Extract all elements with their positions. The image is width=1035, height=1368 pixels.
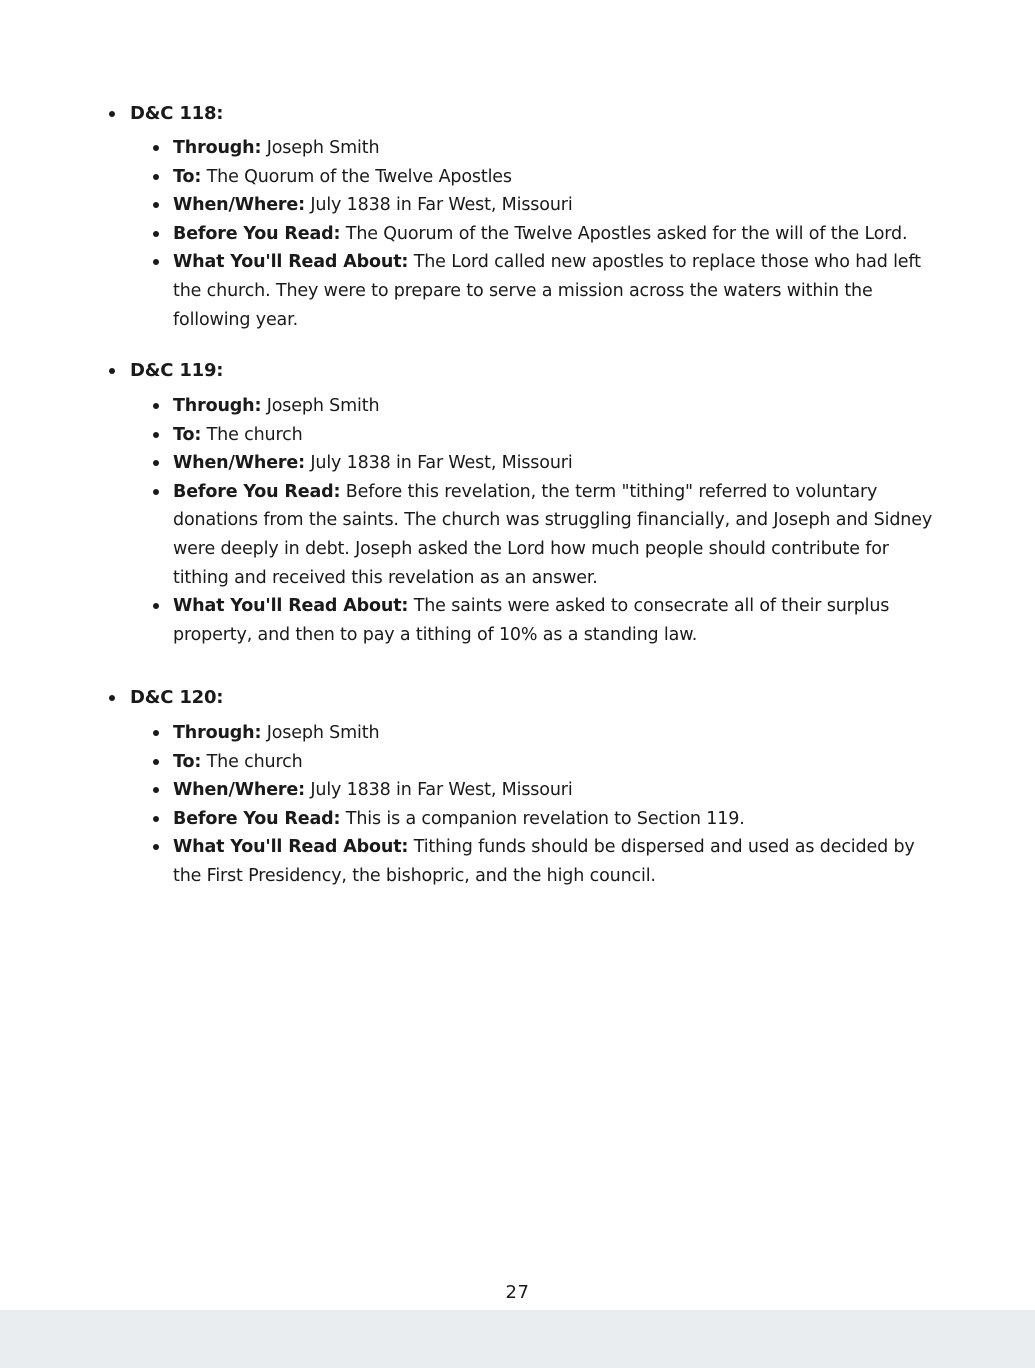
- before-you-read-label: Before You Read:: [173, 223, 341, 244]
- through-value: Joseph Smith: [266, 138, 380, 158]
- when-where-label: When/Where:: [173, 195, 305, 216]
- to-label: To:: [173, 166, 202, 187]
- what-youll-read-about-label: What You'll Read About:: [173, 596, 409, 617]
- to-label: To:: [173, 424, 202, 445]
- through-label: Through:: [173, 138, 262, 158]
- before-you-read-label: Before You Read:: [173, 481, 341, 502]
- before-you-read-label: Before You Read:: [173, 808, 341, 829]
- before-you-read-item: [173, 478, 933, 592]
- what-youll-read-about-item: [173, 248, 933, 334]
- before-you-read-item: [173, 220, 933, 249]
- when-where-value: July 1838 in Far West, Missouri: [310, 780, 573, 801]
- section-heading: D&C 118:: [130, 100, 223, 128]
- what-youll-read-about-value: The saints were asked to consecrate all of their surplus property, and then to pay a tithing of 10% as a standing law.: [173, 596, 890, 645]
- section-details: [173, 392, 933, 649]
- through-value: Joseph Smith: [266, 723, 380, 743]
- section-details: [173, 134, 933, 334]
- through-item: [173, 392, 933, 421]
- when-where-item: [173, 776, 933, 805]
- page-number: 27: [505, 1282, 530, 1303]
- when-where-value: July 1838 in Far West, Missouri: [310, 453, 573, 474]
- to-label: To:: [173, 751, 202, 772]
- what-youll-read-about-value: Tithing funds should be dispersed and used as decided by the First Presidency, the bishopric, and the high council.: [173, 837, 915, 886]
- through-item: [173, 134, 933, 163]
- when-where-label: When/Where:: [173, 780, 305, 801]
- viewer-footer-bar: [0, 1310, 1035, 1368]
- to-item: [173, 748, 933, 777]
- what-youll-read-about-label: What You'll Read About:: [173, 252, 409, 273]
- to-value: The church: [206, 424, 303, 445]
- what-youll-read-about-value: The Lord called new apostles to replace those who had left the church. They were to prepare to serve a mission across the waters within the following year.: [173, 252, 921, 330]
- to-value: The church: [206, 751, 303, 772]
- when-where-value: July 1838 in Far West, Missouri: [310, 195, 573, 216]
- when-where-label: When/Where:: [173, 453, 305, 474]
- section-details: [173, 719, 933, 891]
- through-item: [173, 719, 933, 748]
- through-label: Through:: [173, 723, 262, 743]
- before-you-read-item: [173, 805, 933, 834]
- before-you-read-value: The Quorum of the Twelve Apostles asked for the will of the Lord.: [345, 223, 908, 244]
- before-you-read-value: Before this revelation, the term "tithing" referred to voluntary donations from the saints. The church was struggling financially, and Joseph and Sidney were deeply in debt. Joseph asked the Lord how much people should contribute for tithing and received this revelation as an answer.: [173, 481, 933, 588]
- to-value: The Quorum of the Twelve Apostles: [206, 166, 512, 187]
- before-you-read-value: This is a companion revelation to Section 119.: [345, 808, 745, 829]
- what-youll-read-about-item: [173, 833, 933, 890]
- section-heading: D&C 120:: [130, 684, 223, 712]
- what-youll-read-about-label: What You'll Read About:: [173, 837, 409, 858]
- through-label: Through:: [173, 396, 262, 416]
- through-value: Joseph Smith: [266, 396, 380, 416]
- to-item: [173, 421, 933, 450]
- what-youll-read-about-item: [173, 592, 933, 649]
- to-item: [173, 163, 933, 192]
- when-where-item: [173, 191, 933, 220]
- when-where-item: [173, 449, 933, 478]
- section-heading: D&C 119:: [130, 357, 223, 385]
